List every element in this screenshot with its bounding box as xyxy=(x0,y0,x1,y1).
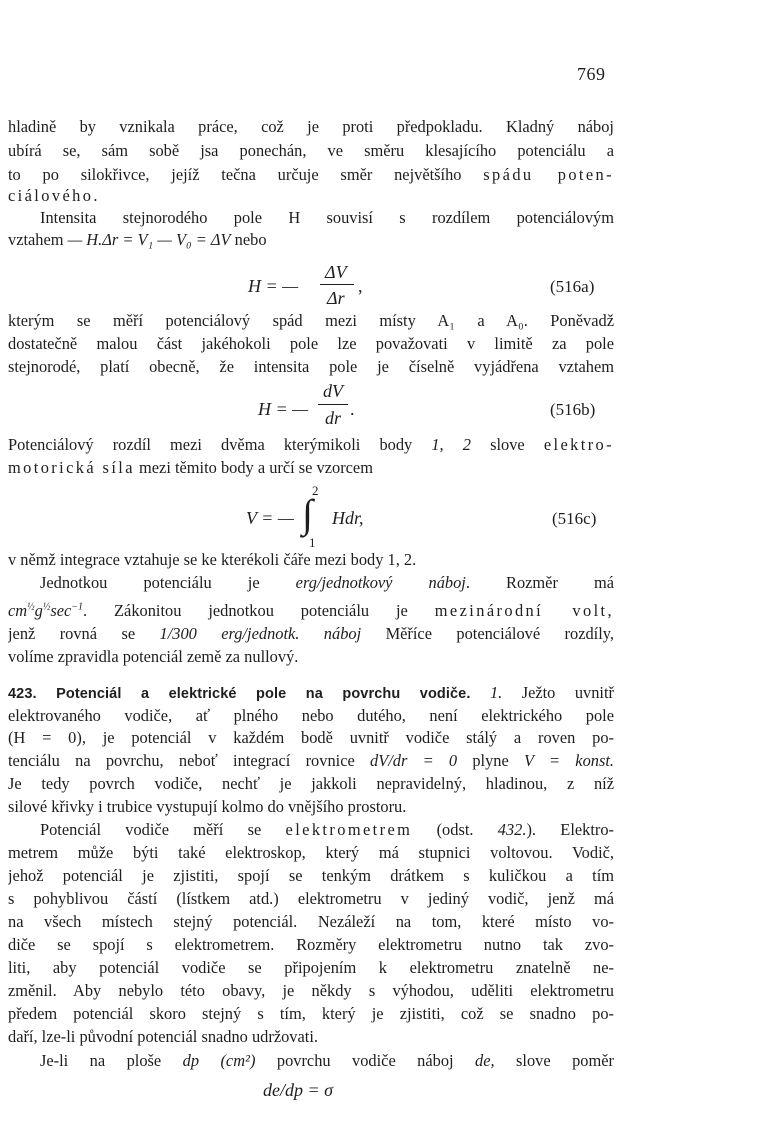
text-span: plyne xyxy=(457,751,525,770)
text-line: stejnorodé, platí obecně, že intensita pole je číselně vyjádřena vztahem xyxy=(8,357,614,376)
integrand: Hdr, xyxy=(332,508,364,528)
text-span: Potenciálový rozdíl mezi dvěma kterýmikoli body xyxy=(8,435,432,454)
equation-label: (516c) xyxy=(552,509,597,528)
text-line: na všech místech stejný potenciál. Nezáleží na tom, které místo vo- xyxy=(8,912,614,931)
text-line: v němž integrace vztahuje se ke kterékoli čáře mezi body 1, 2. xyxy=(8,550,417,569)
unit-sec: sec xyxy=(50,601,72,620)
text-line: elektrovaného vodiče, ať plného nebo dutého, není elektrického pole xyxy=(8,706,614,725)
fraction-bar xyxy=(318,404,348,405)
text-line: daří, lze-li původní potenciál snadno udržovati. xyxy=(8,1027,318,1046)
text-line: dostatečně malou část jakéhokoli pole lze považovati v limitě za pole xyxy=(8,334,614,353)
text-span: Potenciál vodiče měří se xyxy=(40,820,286,839)
text-span: Jednotkou potenciálu je xyxy=(40,573,296,592)
emphasis-text: elektro- xyxy=(543,435,614,454)
emphasis-text: mezinárodní volt, xyxy=(434,601,614,620)
inline-formula: V = konst. xyxy=(524,751,614,770)
fraction-numerator: dV xyxy=(323,381,343,401)
text-span: Ježto uvnitř xyxy=(502,683,614,702)
inline-formula: — H.Δr = V₁ — V₀ = ΔV xyxy=(67,230,231,249)
emphasis-text: elektrometrem xyxy=(285,820,413,839)
exponent: ½ xyxy=(42,601,51,613)
text-span: mezi těmito body a určí se vzorcem xyxy=(134,458,373,477)
equation-lhs: H = — xyxy=(248,276,299,296)
text-line: s pohyblivou částí (lístkem atd.) elektrometru v jediný vodič, jenž má xyxy=(8,889,614,908)
text-line: kterým se měří potenciálový spád mezi místy A₁ a A₀. Poněvadž xyxy=(8,311,614,330)
text-line xyxy=(8,601,614,621)
text-line: (H = 0), je potenciál v každém bodě uvnitř vodiče stálý a roven po- xyxy=(8,728,614,747)
unit-g: g xyxy=(34,601,43,620)
equation-surface-density: de/dp = σ xyxy=(263,1080,334,1100)
text-line: předem potenciál skoro stejný s tím, který je zjistiti, což se snadno po- xyxy=(8,1004,614,1023)
integral-upper-limit: 2 xyxy=(312,483,319,498)
emphasis-text: motorická síla xyxy=(8,458,135,477)
equation-lhs: V = — xyxy=(246,508,294,528)
text-line: hladině by vznikala práce, což je proti předpokladu. Kladný náboj xyxy=(8,117,614,136)
section-title: Potenciál a elektrické pole na povrchu vodiče. xyxy=(56,686,471,702)
text-span: slove poměr xyxy=(494,1051,614,1070)
text-line xyxy=(8,435,614,455)
fraction-denominator: Δr xyxy=(327,288,345,308)
text-line xyxy=(8,165,614,185)
integral-lower-limit: 1 xyxy=(309,535,316,550)
dimension-formula xyxy=(8,601,83,620)
inline-math: 1, 2 xyxy=(431,435,471,454)
text-span: ). Elektro- xyxy=(526,820,614,839)
inline-unit: 1/300 erg/jednotk. náboj xyxy=(159,624,362,643)
text-line xyxy=(40,573,614,593)
text-line xyxy=(8,751,614,771)
equation-lhs: H = — xyxy=(258,399,309,419)
equation-punctuation: . xyxy=(350,399,355,419)
text-span: (odst. xyxy=(412,820,498,839)
equation-label: (516a) xyxy=(550,277,595,296)
equation-label: (516b) xyxy=(550,400,596,419)
fraction-numerator: ΔV xyxy=(325,262,347,282)
fraction-bar xyxy=(320,284,354,285)
text-line: liti, aby potenciál vodiče se připojením k elektrometru znatelně ne- xyxy=(8,958,614,977)
text-line: silové křivky i trubice vystupují kolmo do vnějšího prostoru. xyxy=(8,797,407,816)
text-line xyxy=(40,820,614,840)
text-span: . Zákonitou jednotkou potenciálu je xyxy=(83,601,435,620)
inline-formula: dp (cm²) xyxy=(182,1051,256,1070)
text-span: povrchu vodiče náboj xyxy=(255,1051,476,1070)
text-span: jenž rovná se xyxy=(8,624,160,643)
emphasis-text: spádu poten- xyxy=(483,165,614,184)
unit-cm: cm xyxy=(8,601,28,620)
text-line xyxy=(40,1051,614,1071)
text-line: Intensita stejnorodého pole H souvisí s rozdílem potenciálovým xyxy=(40,208,614,227)
inline-formula: de, xyxy=(475,1051,495,1070)
exponent: −1 xyxy=(71,601,84,613)
text-line: změnil. Aby nebylo této obavy, je někdy s výhodou, uděliti elektrometru xyxy=(8,981,614,1000)
inline-formula: dV/dr = 0 xyxy=(370,751,458,770)
text-span: vztahem xyxy=(8,230,68,249)
text-line: diče se spojí s elektrometrem. Rozměry elektrometru nutno tak zvo- xyxy=(8,935,614,954)
point-number: 1. xyxy=(489,683,503,702)
text-line xyxy=(8,458,614,478)
text-line: Je tedy povrch vodiče, nechť je jakkoli nepravidelný, hladinou, z níž xyxy=(8,774,614,793)
text-span: Je-li na ploše xyxy=(40,1051,183,1070)
integral-sign: ∫ xyxy=(302,491,313,536)
text-line: volíme zpravidla potenciál země za nullový. xyxy=(8,647,299,666)
cross-reference: 432. xyxy=(497,820,527,839)
text-span: to po silokřivce, jejíž tečna určuje směr největšího xyxy=(8,165,484,184)
fraction-denominator: dr xyxy=(325,408,342,428)
text-line: jehož potenciál je zjistiti, spojí se tenkým drátkem s kuličkou a tím xyxy=(8,866,614,885)
section-number: 423. xyxy=(8,686,37,702)
text-line xyxy=(8,230,614,250)
inline-unit: erg/jednotkový náboj xyxy=(295,573,466,592)
text-line: metrem může býti také elektroskop, který má stupnici voltovou. Vodič, xyxy=(8,843,614,862)
text-span: nebo xyxy=(230,230,267,249)
text-span: tenciálu na povrchu, neboť integrací rovnice xyxy=(8,751,370,770)
text-line xyxy=(8,624,614,644)
page-number: 769 xyxy=(577,64,606,84)
emphasis-line: ciálového. xyxy=(8,186,100,205)
section-heading-line xyxy=(8,683,614,704)
text-span: Měříce potenciálové rozdíly, xyxy=(361,624,614,643)
text-span: . Rozměr má xyxy=(465,573,614,592)
exponent: ½ xyxy=(27,601,35,613)
text-span: slove xyxy=(470,435,544,454)
text-line: ubírá se, sám sobě jsa ponechán, ve směru klesajícího potenciálu a xyxy=(8,141,614,160)
equation-punctuation: , xyxy=(358,276,363,296)
